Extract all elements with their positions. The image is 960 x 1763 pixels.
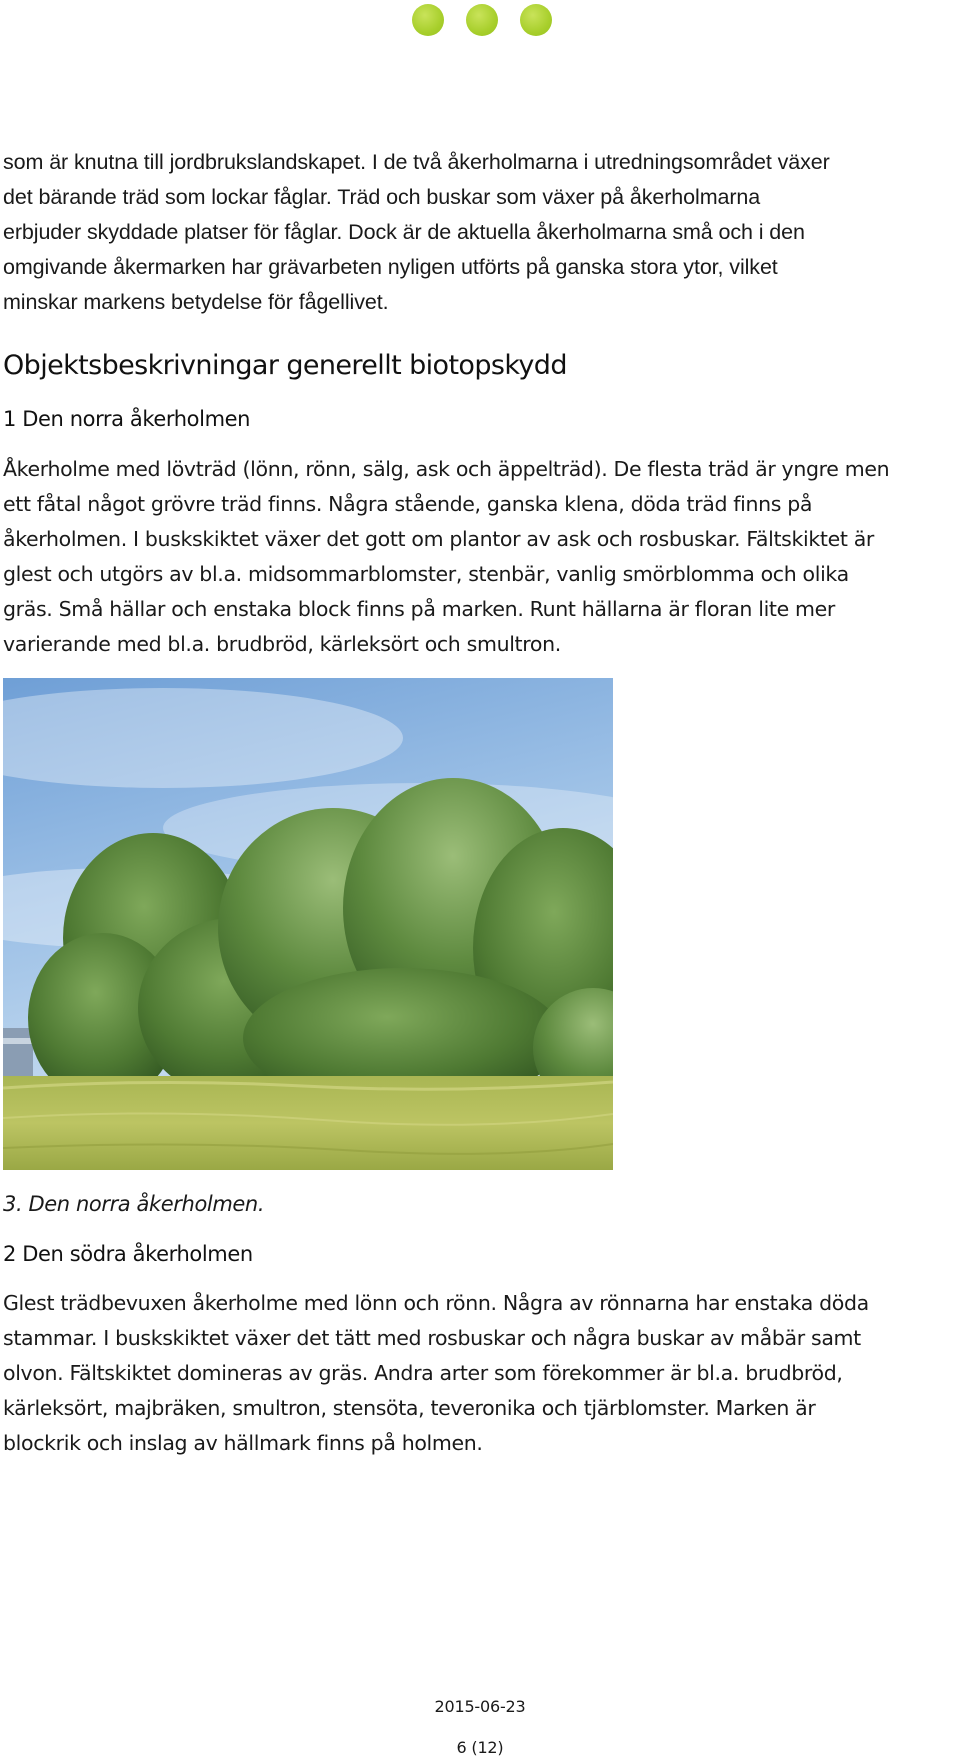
text-line: omgivande åkermarken har grävarbeten nyligen utförts på ganska stora ytor, vilket: [3, 255, 778, 279]
text-line: som är knutna till jordbrukslandskapet. I de två åkerholmarna i utredningsområdet växer: [3, 150, 830, 174]
text-line: minskar markens betydelse för fågellivet.: [3, 290, 389, 314]
footer-date: 2015-06-23: [434, 1697, 526, 1716]
text-line: varierande med bl.a. brudbröd, kärleksört och smultron.: [3, 632, 561, 656]
south-heading: 2 Den södra åkerholmen: [3, 1242, 253, 1266]
green-dot-icon: [466, 4, 498, 36]
text-line: det bärande träd som lockar fåglar. Träd och buskar som växer på åkerholmarna: [3, 185, 761, 209]
footer-page-number: 6 (12): [456, 1738, 504, 1757]
text-line: Glest trädbevuxen åkerholme med lönn och rönn. Några av rönnarna har enstaka döda: [3, 1291, 869, 1315]
south-description: [3, 1286, 960, 1461]
text-line: ett fåtal något grövre träd finns. Några stående, ganska klena, döda träd finns på: [3, 492, 813, 516]
text-line: stammar. I buskskiktet växer det tätt med rosbuskar och några buskar av måbär samt: [3, 1326, 861, 1350]
green-dot-icon: [520, 4, 552, 36]
text-line: Åkerholme med lövträd (lönn, rönn, sälg, ask och äppelträd). De flesta träd är yngre men: [3, 457, 890, 481]
photo-north-islet: [3, 678, 613, 1170]
text-line: olvon. Fältskiktet domineras av gräs. Andra arter som förekommer är bl.a. brudbröd,: [3, 1361, 843, 1385]
text-line: glest och utgörs av bl.a. midsommarblomster, stenbär, vanlig smörblomma och olika: [3, 562, 849, 586]
text-line: blockrik och inslag av hällmark finns på holmen.: [3, 1431, 483, 1455]
header-logo-dots: [412, 4, 552, 36]
north-description: [3, 452, 960, 662]
intro-paragraph: [3, 145, 958, 320]
section-heading: Objektsbeskrivningar generellt biotopskydd: [3, 350, 567, 381]
green-dot-icon: [412, 4, 444, 36]
text-line: erbjuder skyddade platser för fåglar. Dock är de aktuella åkerholmarna små och i den: [3, 220, 805, 244]
text-line: kärleksört, majbräken, smultron, stensöta, teveronika och tjärblomster. Marken är: [3, 1396, 816, 1420]
text-line: gräs. Små hällar och enstaka block finns på marken. Runt hällarna är floran lite mer: [3, 597, 836, 621]
photo-caption: 3. Den norra åkerholmen.: [3, 1192, 265, 1216]
north-heading: 1 Den norra åkerholmen: [3, 407, 251, 431]
text-line: åkerholmen. I buskskiktet växer det gott om plantor av ask och rosbuskar. Fältskiktet är: [3, 527, 874, 551]
